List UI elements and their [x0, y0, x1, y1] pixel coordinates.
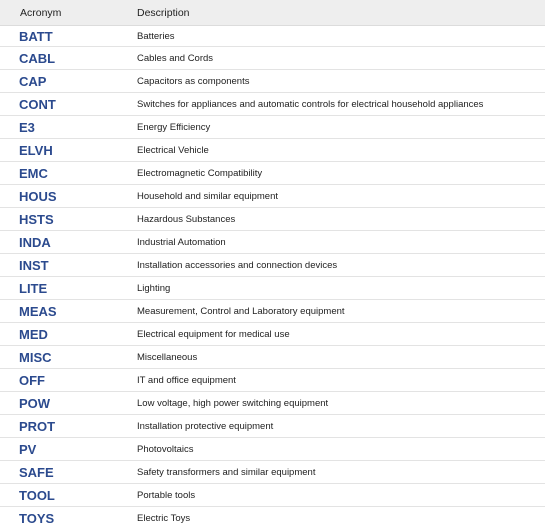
- acronym-cell: ELVH: [0, 139, 118, 162]
- description-cell: Safety transformers and similar equipment: [118, 461, 545, 484]
- description-cell: Installation accessories and connection devices: [118, 254, 545, 277]
- acronym-cell: INDA: [0, 231, 118, 254]
- table-row: [0, 438, 545, 461]
- table-row: [0, 139, 545, 162]
- table-row: [0, 208, 545, 231]
- header-row: [0, 0, 545, 26]
- description-cell: Household and similar equipment: [118, 185, 545, 208]
- table-row: [0, 323, 545, 346]
- table-body: [0, 26, 545, 524]
- acronym-cell: POW: [0, 392, 118, 415]
- table-row: [0, 369, 545, 392]
- acronym-cell: PV: [0, 438, 118, 461]
- table-header: [0, 0, 545, 26]
- table-row: [0, 162, 545, 185]
- acronym-cell: INST: [0, 254, 118, 277]
- description-cell: Lighting: [118, 277, 545, 300]
- description-cell: Portable tools: [118, 484, 545, 507]
- table-row: [0, 231, 545, 254]
- acronym-cell: E3: [0, 116, 118, 139]
- acronym-cell: BATT: [0, 26, 118, 47]
- table-row: [0, 277, 545, 300]
- acronym-cell: MED: [0, 323, 118, 346]
- table-row: [0, 415, 545, 438]
- acronym-cell: TOYS: [0, 507, 118, 524]
- table-row: [0, 392, 545, 415]
- description-cell: Electrical Vehicle: [118, 139, 545, 162]
- description-cell: Photovoltaics: [118, 438, 545, 461]
- description-cell: Industrial Automation: [118, 231, 545, 254]
- description-cell: Miscellaneous: [118, 346, 545, 369]
- description-cell: IT and office equipment: [118, 369, 545, 392]
- acronym-cell: MEAS: [0, 300, 118, 323]
- acronym-cell: HSTS: [0, 208, 118, 231]
- acronym-cell: HOUS: [0, 185, 118, 208]
- description-cell: Switches for appliances and automatic controls for electrical household appliances: [118, 93, 545, 116]
- description-cell: Installation protective equipment: [118, 415, 545, 438]
- table-row: [0, 507, 545, 524]
- table-row: [0, 346, 545, 369]
- acronym-cell: CAP: [0, 70, 118, 93]
- acronym-cell: PROT: [0, 415, 118, 438]
- description-cell: Low voltage, high power switching equipment: [118, 392, 545, 415]
- table-row: [0, 93, 545, 116]
- description-cell: Cables and Cords: [118, 47, 545, 70]
- table-row: [0, 254, 545, 277]
- table-row: [0, 70, 545, 93]
- table-row: [0, 47, 545, 70]
- acronym-cell: EMC: [0, 162, 118, 185]
- table-row: [0, 116, 545, 139]
- description-cell: Hazardous Substances: [118, 208, 545, 231]
- acronym-cell: OFF: [0, 369, 118, 392]
- acronym-cell: MISC: [0, 346, 118, 369]
- acronym-cell: CONT: [0, 93, 118, 116]
- description-cell: Batteries: [118, 26, 545, 47]
- table-row: [0, 26, 545, 47]
- acronym-cell: LITE: [0, 277, 118, 300]
- table-row: [0, 300, 545, 323]
- header-description: Description: [118, 0, 545, 26]
- description-cell: Energy Efficiency: [118, 116, 545, 139]
- acronym-cell: CABL: [0, 47, 118, 70]
- description-cell: Measurement, Control and Laboratory equipment: [118, 300, 545, 323]
- table-row: [0, 461, 545, 484]
- table-row: [0, 484, 545, 507]
- description-cell: Electrical equipment for medical use: [118, 323, 545, 346]
- acronym-cell: TOOL: [0, 484, 118, 507]
- table-row: [0, 185, 545, 208]
- header-acronym: Acronym: [0, 0, 118, 26]
- description-cell: Electromagnetic Compatibility: [118, 162, 545, 185]
- description-cell: Electric Toys: [118, 507, 545, 524]
- description-cell: Capacitors as components: [118, 70, 545, 93]
- acronym-cell: SAFE: [0, 461, 118, 484]
